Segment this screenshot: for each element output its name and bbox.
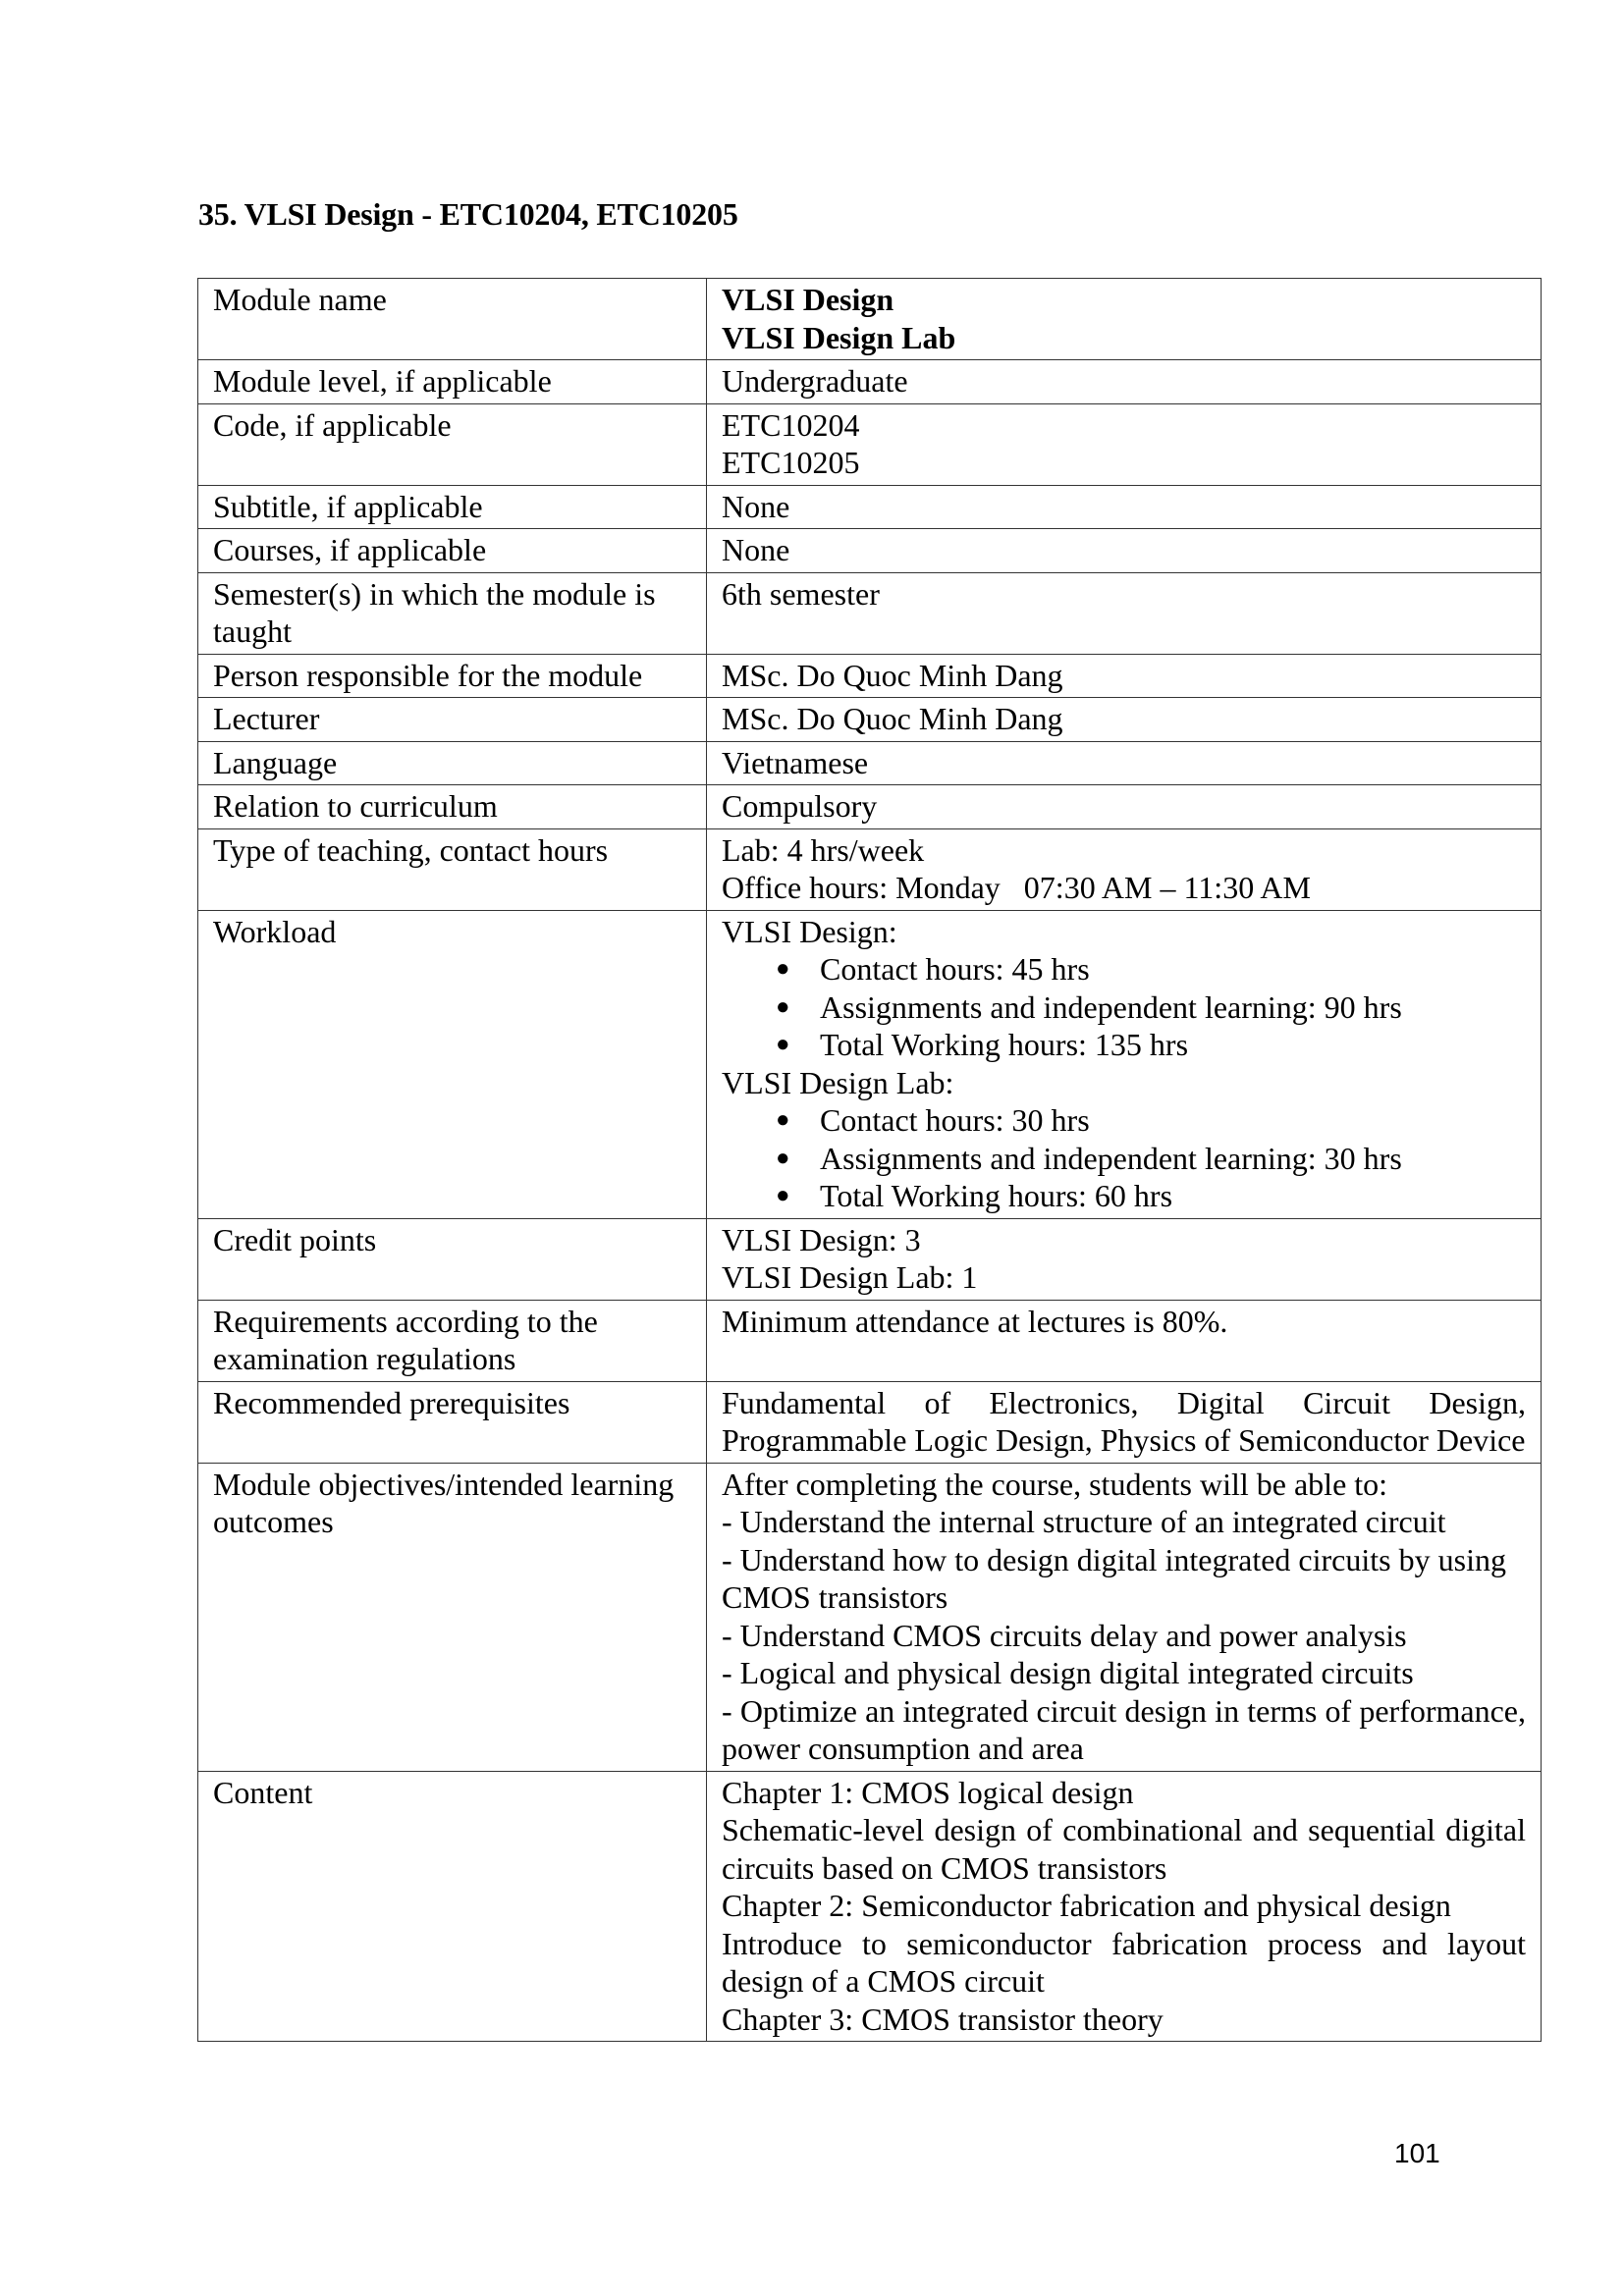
row-label: Lecturer — [198, 698, 707, 742]
teaching-line-2: Office hours: Monday 07:30 AM – 11:30 AM — [722, 870, 1311, 905]
row-label: Code, if applicable — [198, 403, 707, 485]
table-row-workload — [198, 910, 1542, 1218]
workload-group-title: VLSI Design: — [722, 913, 897, 949]
table-row-relation — [198, 785, 1542, 829]
row-value: Undergraduate — [707, 360, 1542, 404]
content-line: Chapter 1: CMOS logical design — [722, 1774, 1134, 1810]
row-label: Recommended prerequisites — [198, 1381, 707, 1463]
page-number: 101 — [1394, 2138, 1440, 2168]
row-value: MSc. Do Quoc Minh Dang — [707, 698, 1542, 742]
table-row-language — [198, 741, 1542, 785]
content-line: Chapter 2: Semiconductor fabrication and physical design — [722, 1888, 1451, 1923]
row-label: Courses, if applicable — [198, 529, 707, 573]
list-item — [776, 988, 1526, 1027]
list-item — [776, 1026, 1526, 1064]
list-item-text: Contact hours: 30 hrs — [820, 1102, 1090, 1138]
list-item-text: Assignments and independent learning: 90 hrs — [820, 988, 1402, 1025]
teaching-line-1: Lab: 4 hrs/week — [722, 831, 925, 868]
row-value — [707, 1218, 1542, 1300]
row-label: Workload — [198, 910, 707, 1218]
table-row-courses — [198, 529, 1542, 573]
objective-line: After completing the course, students will be able to: — [722, 1466, 1388, 1502]
workload-group-title: VLSI Design Lab: — [722, 1064, 954, 1100]
table-row-person-responsible — [198, 654, 1542, 698]
row-label: Type of teaching, contact hours — [198, 828, 707, 910]
list-item-text: Assignments and independent learning: 30 hrs — [820, 1140, 1402, 1176]
section-heading: 35. VLSI Design - ETC10204, ETC10205 — [198, 196, 738, 232]
code-1: ETC10204 — [722, 406, 860, 443]
objective-line: - Understand CMOS circuits delay and power analysis — [722, 1617, 1407, 1653]
list-item — [776, 1177, 1526, 1215]
table-row-subtitle — [198, 485, 1542, 529]
row-label: Person responsible for the module — [198, 654, 707, 698]
workload-list — [722, 1101, 1526, 1215]
row-value — [707, 403, 1542, 485]
module-table — [197, 278, 1542, 2042]
list-item-text: Contact hours: 45 hrs — [820, 951, 1090, 987]
objective-line: - Understand how to design digital integrated circuits by using CMOS transistors — [722, 1541, 1506, 1615]
row-value: Compulsory — [707, 785, 1542, 829]
objective-line: - Understand the internal structure of an integrated circuit — [722, 1504, 1446, 1539]
row-value: Vietnamese — [707, 741, 1542, 785]
row-value: None — [707, 485, 1542, 529]
row-label: Semester(s) in which the module is taught — [198, 572, 707, 654]
credits-line-2: VLSI Design Lab: 1 — [722, 1259, 978, 1295]
code-2: ETC10205 — [722, 445, 860, 480]
bullet-icon: ● — [776, 1107, 790, 1133]
row-label: Relation to curriculum — [198, 785, 707, 829]
content-line: Introduce to semiconductor fabrication process and layout design of a CMOS circuit — [722, 1925, 1526, 1999]
list-item — [776, 1101, 1526, 1140]
objective-line: - Optimize an integrated circuit design in terms of performance, power consumption and area — [722, 1692, 1526, 1766]
row-value: MSc. Do Quoc Minh Dang — [707, 654, 1542, 698]
row-label: Module level, if applicable — [198, 360, 707, 404]
list-item-text: Total Working hours: 60 hrs — [820, 1178, 1173, 1213]
content-line: Schematic-level design of combinational and sequential digital circuits based on CMOS transistors — [722, 1812, 1526, 1886]
table-row-objectives — [198, 1463, 1542, 1771]
row-value — [707, 1771, 1542, 2042]
table-row-code — [198, 403, 1542, 485]
bullet-icon: ● — [776, 1145, 790, 1171]
bullet-icon: ● — [776, 956, 790, 982]
row-label: Requirements according to the examination regulations — [198, 1300, 707, 1381]
row-label: Language — [198, 741, 707, 785]
bullet-icon: ● — [776, 993, 790, 1020]
row-value — [707, 828, 1542, 910]
table-row-lecturer — [198, 698, 1542, 742]
row-value: Minimum attendance at lectures is 80%. — [707, 1300, 1542, 1381]
list-item-text: Total Working hours: 135 hrs — [820, 1027, 1189, 1062]
table-row-prerequisites — [198, 1381, 1542, 1463]
content-line: Chapter 3: CMOS transistor theory — [722, 2001, 1164, 2037]
table-row-requirements — [198, 1300, 1542, 1381]
table-row-semester — [198, 572, 1542, 654]
table-row-teaching — [198, 828, 1542, 910]
credits-line-1: VLSI Design: 3 — [722, 1221, 921, 1257]
table-row-module-level — [198, 360, 1542, 404]
bullet-icon: ● — [776, 1183, 790, 1208]
module-name-1: VLSI Design — [722, 282, 894, 317]
row-label: Credit points — [198, 1218, 707, 1300]
table-row-credits — [198, 1218, 1542, 1300]
objective-line: - Logical and physical design digital integrated circuits — [722, 1655, 1414, 1690]
row-value — [707, 1463, 1542, 1771]
list-item — [776, 1140, 1526, 1178]
row-label: Content — [198, 1771, 707, 2042]
row-label: Subtitle, if applicable — [198, 485, 707, 529]
bullet-icon: ● — [776, 1032, 790, 1057]
row-value: 6th semester — [707, 572, 1542, 654]
row-value — [707, 279, 1542, 360]
row-value — [707, 910, 1542, 1218]
table-row-content — [198, 1771, 1542, 2042]
row-label: Module name — [198, 279, 707, 360]
row-value: Fundamental of Electronics, Digital Circuit Design, Programmable Logic Design, Physics of Semiconductor Device — [707, 1381, 1542, 1463]
workload-list — [722, 950, 1526, 1064]
row-label: Module objectives/intended learning outcomes — [198, 1463, 707, 1771]
list-item — [776, 950, 1526, 988]
module-name-2: VLSI Design Lab — [722, 319, 956, 355]
row-value: None — [707, 529, 1542, 573]
table-row-module-name — [198, 279, 1542, 360]
